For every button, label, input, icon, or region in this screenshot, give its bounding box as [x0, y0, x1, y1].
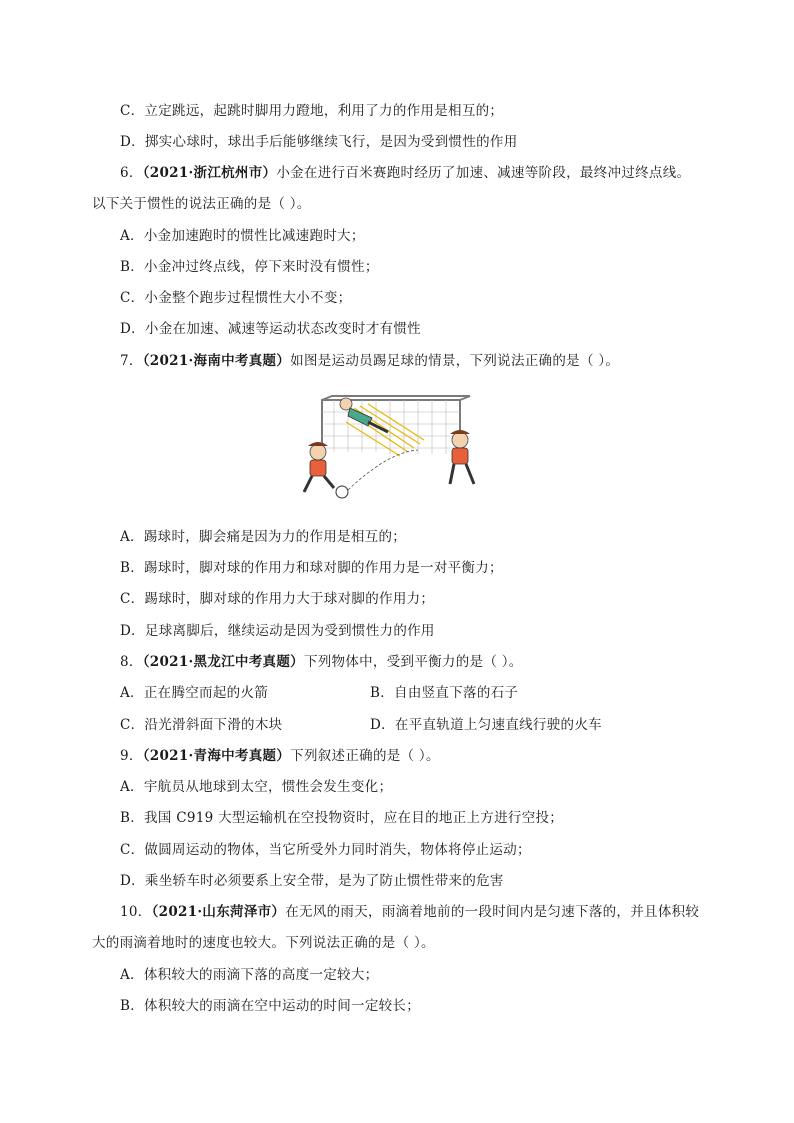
q6-option-b: B．小金冲过终点线，停下来时没有惯性； — [120, 259, 379, 275]
q10-stem-line1 — [120, 903, 699, 921]
q9-stem — [120, 747, 440, 765]
q10-option-b: B．体积较大的雨滴在空中运动的时间一定较长； — [120, 998, 421, 1014]
question-source: （2021·黑龙江中考真题） — [142, 654, 304, 670]
q7-option-d: D．足球离脚后，继续运动是因为受到惯性力的作用 — [120, 623, 435, 639]
question-source: （2021·浙江杭州市） — [142, 165, 277, 181]
football — [336, 486, 348, 498]
q8-stem — [120, 653, 523, 671]
q6-option-a: A．小金加速跑时的惯性比减速跑时大； — [120, 228, 365, 244]
q9-option-a: A．宇航员从地球到太空，惯性会发生变化； — [120, 779, 393, 795]
kicker-right — [450, 430, 474, 484]
q6-option-d: D．小金在加速、减速等运动状态改变时才有惯性 — [120, 321, 421, 337]
ball-path — [348, 450, 418, 490]
question-source: （2021·山东菏泽市） — [151, 904, 286, 920]
question-source: （2021·青海中考真题） — [142, 748, 291, 764]
q5-option-d: D．掷实心球时，球出手后能够继续飞行，是因为受到惯性的作用 — [120, 134, 518, 150]
q7-option-b: B．踢球时，脚对球的作用力和球对脚的作用力是一对平衡力； — [120, 560, 503, 576]
q9-option-c: C．做圆周运动的物体，当它所受外力同时消失，物体将停止运动； — [120, 842, 531, 858]
question-number: 7． — [120, 353, 143, 369]
goalkeeper — [340, 398, 388, 432]
question-number: 10． — [120, 904, 152, 920]
question-stem: 小金在进行百米赛跑时经历了加速、减速等阶段，最终冲过终点线。 — [276, 165, 691, 181]
q10-option-a: A．体积较大的雨滴下落的高度一定较大； — [120, 967, 379, 983]
q8-option-a: A．正在腾空而起的火箭 — [120, 685, 269, 701]
question-source: （2021·海南中考真题） — [142, 353, 291, 369]
q7-option-c: C．踢球时，脚对球的作用力大于球对脚的作用力； — [120, 591, 435, 607]
question-stem: 在无风的雨天，雨滴着地前的一段时间内是匀速下落的，并且体积较 — [285, 904, 700, 920]
q7-stem — [120, 352, 619, 370]
kicker-left — [304, 442, 334, 492]
q9-option-b: B．我国 C919 大型运输机在空投物资时，应在目的地正上方进行空投； — [120, 810, 564, 826]
question-stem: 如图是运动员踢足球的情景，下列说法正确的是（ ）。 — [290, 353, 620, 369]
q6-option-c: C．小金整个跑步过程惯性大小不变； — [120, 290, 352, 306]
question-number: 8． — [120, 654, 143, 670]
q8-option-d: D．在平直轨道上匀速直线行驶的火车 — [370, 717, 602, 733]
q7-option-a: A．踢球时，脚会痛是因为力的作用是相互的； — [120, 529, 407, 545]
q8-option-c: C．沿光滑斜面下滑的木块 — [120, 717, 283, 733]
q6-stem-line1 — [120, 164, 690, 182]
question-number: 6． — [120, 165, 143, 181]
question-stem: 下列叙述正确的是（ ）。 — [290, 748, 440, 764]
soccer-illustration — [288, 392, 498, 504]
q5-option-c: C．立定跳远，起跳时脚用力蹬地，利用了力的作用是相互的； — [120, 103, 504, 119]
question-number: 9． — [120, 748, 143, 764]
q10-stem-line2: 大的雨滴着地时的速度也较大。下列说法正确的是（ ）。 — [92, 935, 435, 951]
q8-option-b: B．自由竖直下落的石子 — [370, 685, 519, 701]
q9-option-d: D．乘坐轿车时必须要系上安全带，是为了防止惯性带来的危害 — [120, 873, 504, 889]
q6-stem-line2: 以下关于惯性的说法正确的是（ ）。 — [92, 196, 311, 212]
question-stem: 下列物体中，受到平衡力的是（ ）。 — [303, 654, 523, 670]
